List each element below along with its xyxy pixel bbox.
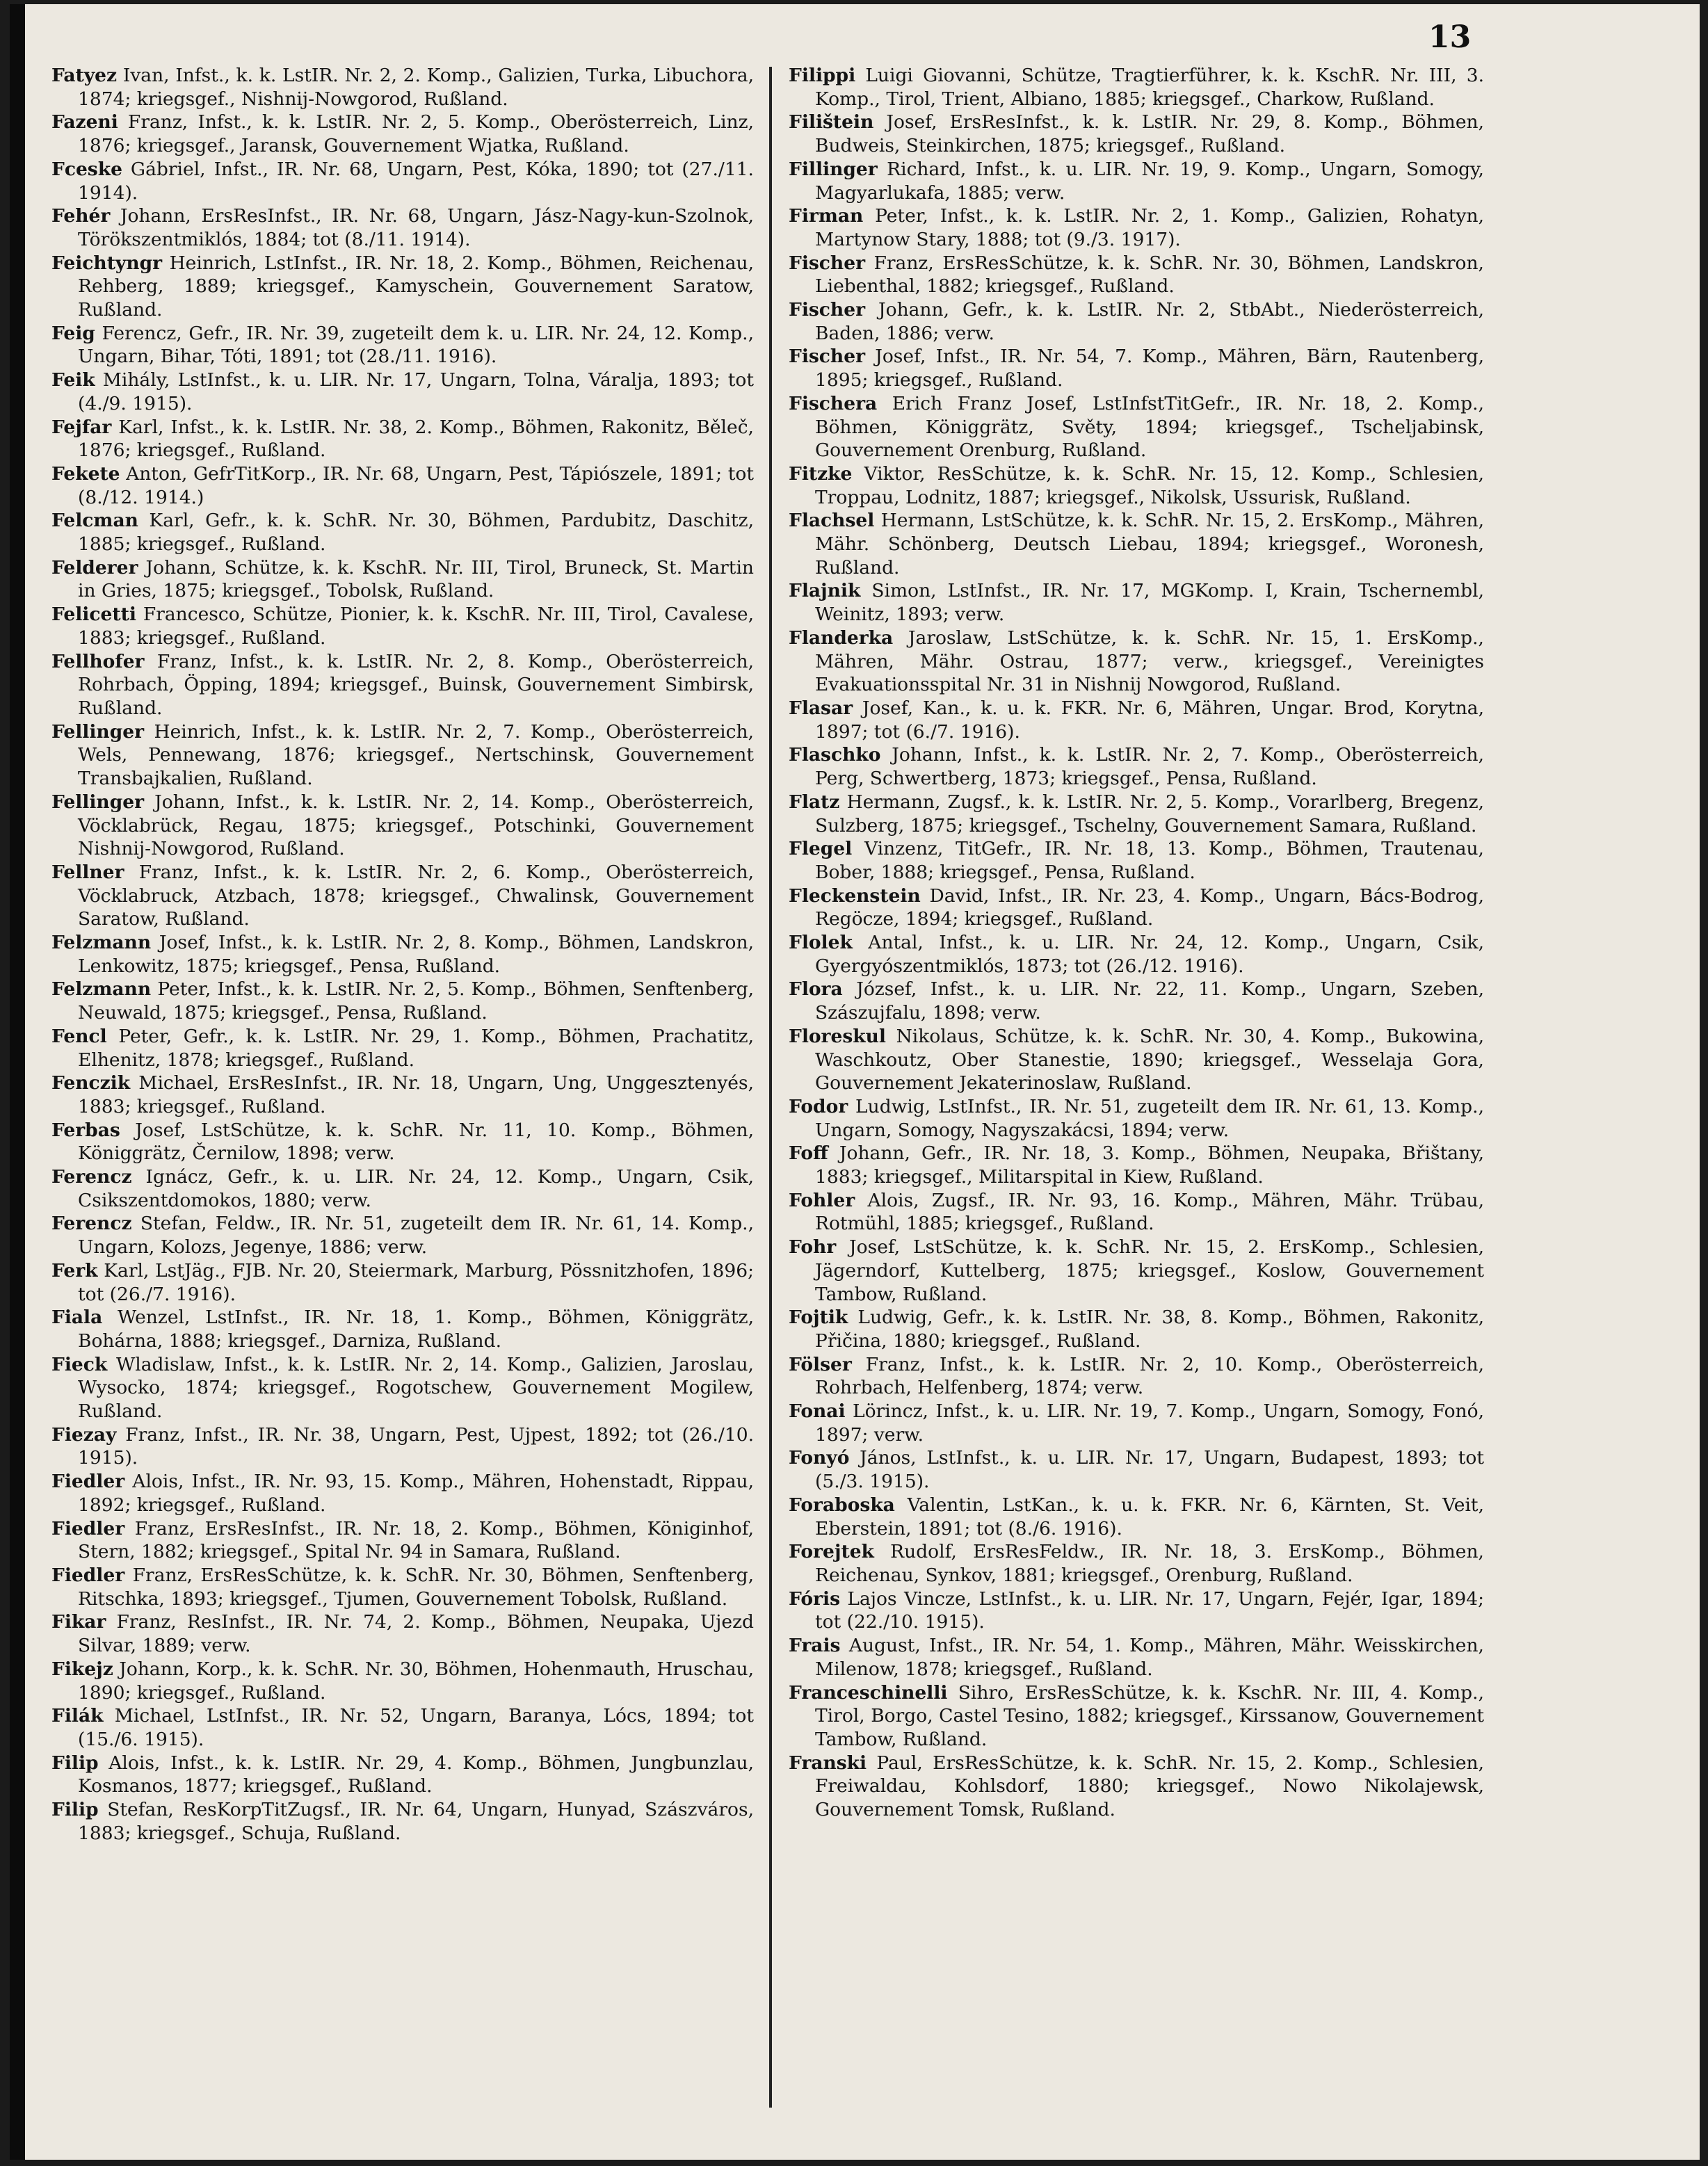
entry-details: Franz, Infst., k. k. LstIR. Nr. 2, 10. Komp., Oberösterreich, Rohrbach, Helfenberg, 1874; verw. xyxy=(815,1353,1484,1399)
register-entry xyxy=(789,392,1484,462)
entry-surname: Fazeni xyxy=(51,111,118,134)
register-entry xyxy=(789,111,1484,157)
entry-surname: Fencl xyxy=(51,1025,107,1047)
entry-details: Luigi Giovanni, Schütze, Tragtierführer, k. k. KschR. Nr. III, 3. Komp., Tirol, Trient, Albiano, 1885; kriegsgef., Charkow, Rußland. xyxy=(815,65,1484,110)
register-entry xyxy=(51,1798,754,1845)
entry-surname: Fölser xyxy=(789,1353,852,1375)
entry-surname: Flora xyxy=(789,978,843,1001)
register-entry xyxy=(51,322,754,369)
entry-surname: Fillinger xyxy=(789,158,878,180)
entry-surname: Fikejz xyxy=(51,1658,113,1680)
right-column xyxy=(789,64,1484,1822)
binding-edge xyxy=(10,4,25,2160)
entry-surname: Firman xyxy=(789,205,864,227)
entry-details: Johann, ErsResInfst., IR. Nr. 68, Ungarn, Jász-Nagy-kun-Szolnok, Törökszentmiklós, 1884; tot (8./11. 1914). xyxy=(78,205,754,250)
register-entry xyxy=(789,837,1484,884)
entry-surname: Flaschko xyxy=(789,744,881,766)
entry-surname: Felderer xyxy=(51,556,138,579)
entry-details: János, LstInfst., k. u. LIR. Nr. 17, Ungarn, Budapest, 1893; tot (5./3. 1915). xyxy=(815,1447,1484,1493)
register-entry xyxy=(51,1072,754,1118)
entry-surname: Flolek xyxy=(789,932,853,954)
register-entry xyxy=(789,1236,1484,1306)
entry-details: Michael, LstInfst., IR. Nr. 52, Ungarn, Baranya, Lócs, 1894; tot (15./6. 1915). xyxy=(78,1705,754,1750)
register-entry xyxy=(51,416,754,462)
entry-surname: Ferencz xyxy=(51,1213,132,1235)
entry-details: Johann, Korp., k. k. SchR. Nr. 30, Böhmen, Hohenmauth, Hruschau, 1890; kriegsgef., Rußland. xyxy=(78,1658,754,1704)
register-entry xyxy=(789,978,1484,1024)
register-entry xyxy=(51,978,754,1024)
entry-details: Jaroslaw, LstSchütze, k. k. SchR. Nr. 15, 1. ErsKomp., Mähren, Mähr. Ostrau, 1877; verw., kriegsgef., Vereinigtes Evakuationsspital Nr. 31 in Nishnij Nowgorod, Rußland. xyxy=(815,627,1484,696)
entry-details: Josef, ErsResInfst., k. k. LstIR. Nr. 29, 8. Komp., Böhmen, Budweis, Steinkirchen, 1875; kriegsgef., Rußland. xyxy=(815,111,1484,157)
register-entry xyxy=(51,462,754,509)
register-entry xyxy=(51,1353,754,1423)
entry-surname: Ferencz xyxy=(51,1166,132,1188)
entry-surname: Fiala xyxy=(51,1307,103,1329)
entry-surname: Fellner xyxy=(51,861,124,883)
register-entry xyxy=(51,1470,754,1517)
register-entry xyxy=(789,1025,1484,1095)
entry-details: Nikolaus, Schütze, k. k. SchR. Nr. 30, 4. Komp., Bukowina, Waschkoutz, Ober Stanestie, 1890; kriegsgef., Wesselaja Gora, Gouvernement Jekaterinoslaw, Rußland. xyxy=(815,1025,1484,1094)
entry-details: Josef, Infst., k. k. LstIR. Nr. 2, 8. Komp., Böhmen, Landskron, Lenkowitz, 1875; kriegsgef., Pensa, Rußland. xyxy=(78,932,754,977)
register-entry xyxy=(51,64,754,111)
entry-surname: Feig xyxy=(51,322,95,344)
entry-surname: Felzmann xyxy=(51,978,152,1001)
entry-surname: Fekete xyxy=(51,462,120,485)
entry-surname: Fóris xyxy=(789,1587,840,1610)
register-entry xyxy=(789,462,1484,509)
entry-details: Vinzenz, TitGefr., IR. Nr. 18, 13. Komp., Böhmen, Trautenau, Bober, 1888; kriegsgef., Pensa, Rußland. xyxy=(815,838,1484,883)
register-entry xyxy=(51,1752,754,1798)
entry-surname: Fellhofer xyxy=(51,650,145,672)
register-entry xyxy=(789,791,1484,837)
register-entry xyxy=(51,861,754,931)
entry-surname: Flasar xyxy=(789,697,853,719)
entry-details: Erich Franz Josef, LstInfstTitGefr., IR. Nr. 18, 2. Komp., Böhmen, Königgrätz, Světy, 1894; kriegsgef., Tscheljabinsk, Gouvernement Orenburg, Rußland. xyxy=(815,392,1484,462)
entry-details: Anton, GefrTitKorp., IR. Nr. 68, Ungarn, Pest, Tápiószele, 1891; tot (8./12. 1914.) xyxy=(78,462,754,508)
entry-details: Wenzel, LstInfst., IR. Nr. 18, 1. Komp., Böhmen, Königgrätz, Bohárna, 1888; kriegsgef., Darniza, Rußland. xyxy=(78,1307,754,1352)
entry-surname: Franceschinelli xyxy=(789,1681,948,1704)
entry-details: Francesco, Schütze, Pionier, k. k. KschR. Nr. III, Tirol, Cavalese, 1883; kriegsgef., Rußland. xyxy=(78,604,754,649)
entry-surname: Ferbas xyxy=(51,1119,120,1141)
entry-surname: Filippi xyxy=(789,65,856,86)
register-entry xyxy=(789,298,1484,345)
entry-details: Alois, Infst., k. k. LstIR. Nr. 29, 4. Komp., Böhmen, Jungbunzlau, Kosmanos, 1877; kriegsgef., Rußland. xyxy=(78,1752,754,1797)
register-entry xyxy=(51,1704,754,1751)
entry-details: Alois, Zugsf., IR. Nr. 93, 16. Komp., Mähren, Mähr. Trübau, Rotmühl, 1885; kriegsgef., Rußland. xyxy=(815,1189,1484,1235)
entry-surname: Feichtyngr xyxy=(51,252,163,274)
entry-details: Josef, LstSchütze, k. k. SchR. Nr. 11, 10. Komp., Böhmen, Königgrätz, Černilow, 1898; verw. xyxy=(78,1119,754,1165)
entry-surname: Felcman xyxy=(51,510,138,532)
entry-details: Johann, Infst., k. k. LstIR. Nr. 2, 7. Komp., Oberösterreich, Perg, Schwertberg, 1873; kriegsgef., Pensa, Rußland. xyxy=(815,744,1484,790)
entry-surname: Fonyó xyxy=(789,1447,850,1469)
register-entry xyxy=(51,158,754,204)
entry-details: Ferencz, Gefr., IR. Nr. 39, zugeteilt dem k. u. LIR. Nr. 24, 12. Komp., Ungarn, Bihar, Tóti, 1891; tot (28./11. 1916). xyxy=(78,322,754,368)
register-entry xyxy=(51,111,754,157)
entry-details: Josef, LstSchütze, k. k. SchR. Nr. 15, 2. ErsKomp., Schlesien, Jägerndorf, Kuttelberg, 1875; kriegsgef., Koslow, Gouvernement Tambow, Rußland. xyxy=(815,1236,1484,1305)
entry-surname: Franski xyxy=(789,1752,867,1774)
register-entry xyxy=(789,509,1484,579)
entry-details: Franz, ErsResInfst., IR. Nr. 18, 2. Komp., Böhmen, Königinhof, Stern, 1882; kriegsgef., Spital Nr. 94 in Samara, Rußland. xyxy=(78,1517,754,1563)
entry-details: Antal, Infst., k. u. LIR. Nr. 24, 12. Komp., Ungarn, Csik, Gyergyószentmiklós, 1873; tot (26./12. 1916). xyxy=(815,932,1484,977)
entry-surname: Filip xyxy=(51,1752,99,1774)
entry-details: Johann, Schütze, k. k. KschR. Nr. III, Tirol, Bruneck, St. Martin in Gries, 1875; kriegsgef., Tobolsk, Rußland. xyxy=(78,556,754,602)
entry-details: Paul, ErsResSchütze, k. k. SchR. Nr. 15, 2. Komp., Schlesien, Freiwaldau, Kohlsdorf, 1880; kriegsgef., Nowo Nikolajewsk, Gouvernement Tomsk, Rußland. xyxy=(815,1752,1484,1821)
register-entry xyxy=(51,1212,754,1259)
entry-details: Johann, Gefr., IR. Nr. 18, 3. Komp., Böhmen, Neupaka, Břištany, 1883; kriegsgef., Militarspital in Kiew, Rußland. xyxy=(815,1142,1484,1188)
entry-surname: Fehér xyxy=(51,205,111,227)
register-entry xyxy=(789,252,1484,298)
entry-details: Karl, Gefr., k. k. SchR. Nr. 30, Böhmen, Pardubitz, Daschitz, 1885; kriegsgef., Rußland. xyxy=(78,510,754,556)
entry-details: Peter, Infst., k. k. LstIR. Nr. 2, 1. Komp., Galizien, Rohatyn, Martynow Stary, 1888; tot (9./3. 1917). xyxy=(815,205,1484,250)
register-entry xyxy=(51,556,754,603)
page-number: 13 xyxy=(1428,19,1472,55)
entry-details: Peter, Gefr., k. k. LstIR. Nr. 29, 1. Komp., Böhmen, Prachatitz, Elhenitz, 1878; kriegsgef., Rußland. xyxy=(78,1025,754,1071)
left-column xyxy=(51,64,754,1845)
entry-surname: Foraboska xyxy=(789,1494,895,1516)
register-entry xyxy=(789,1494,1484,1540)
register-entry xyxy=(789,204,1484,251)
register-entry xyxy=(51,1423,754,1470)
register-entry xyxy=(789,627,1484,697)
entry-details: József, Infst., k. u. LIR. Nr. 22, 11. Komp., Ungarn, Szeben, Szászujfalu, 1898; verw. xyxy=(815,978,1484,1024)
entry-surname: Flanderka xyxy=(789,627,894,649)
entry-surname: Fiedler xyxy=(51,1517,125,1539)
entry-surname: Felzmann xyxy=(51,932,152,954)
entry-surname: Fceske xyxy=(51,158,122,180)
entry-surname: Fischer xyxy=(789,299,866,321)
entry-details: Franz, ResInfst., IR. Nr. 74, 2. Komp., Böhmen, Neupaka, Ujezd Silvar, 1889; verw. xyxy=(78,1611,754,1657)
register-entry xyxy=(789,1400,1484,1446)
entry-surname: Fonai xyxy=(789,1400,846,1423)
entry-details: Heinrich, LstInfst., IR. Nr. 18, 2. Komp., Böhmen, Reichenau, Rehberg, 1889; kriegsgef., Kamyschein, Gouvernement Saratow, Rußland. xyxy=(78,252,754,321)
entry-surname: Fischer xyxy=(789,252,866,274)
entry-surname: Fellinger xyxy=(51,720,145,743)
entry-details: Valentin, LstKan., k. u. k. FKR. Nr. 6, Kärnten, St. Veit, Eberstein, 1891; tot (8./6. 1916). xyxy=(815,1494,1484,1539)
entry-details: Alois, Infst., IR. Nr. 93, 15. Komp., Mähren, Hohenstadt, Rippau, 1892; kriegsgef., Rußland. xyxy=(78,1471,754,1516)
entry-surname: Fohler xyxy=(789,1189,855,1211)
register-entry xyxy=(789,1634,1484,1681)
register-entry xyxy=(789,1681,1484,1752)
entry-details: Franz, Infst., k. k. LstIR. Nr. 2, 8. Komp., Oberösterreich, Rohrbach, Öpping, 1894; kriegsgef., Buinsk, Gouvernement Simbirsk, Rußland. xyxy=(78,650,754,719)
entry-surname: Forejtek xyxy=(789,1541,874,1563)
entry-surname: Filák xyxy=(51,1705,104,1727)
register-entry xyxy=(789,931,1484,978)
register-entry xyxy=(789,1306,1484,1352)
register-entry xyxy=(789,884,1484,931)
entry-details: Franz, Infst., IR. Nr. 38, Ungarn, Pest, Ujpest, 1892; tot (26./10. 1915). xyxy=(78,1423,754,1469)
register-entry xyxy=(789,579,1484,626)
register-entry xyxy=(51,791,754,861)
entry-surname: Fatyez xyxy=(51,65,118,86)
entry-surname: Fikar xyxy=(51,1611,106,1633)
entry-details: Lajos Vincze, LstInfst., k. u. LIR. Nr. 17, Ungarn, Fejér, Igar, 1894; tot (22./10. 1915). xyxy=(815,1587,1484,1633)
entry-surname: Flachsel xyxy=(789,510,875,532)
register-entry xyxy=(51,603,754,649)
register-entry xyxy=(789,697,1484,743)
register-entry xyxy=(789,345,1484,391)
entry-details: Ivan, Infst., k. k. LstIR. Nr. 2, 2. Komp., Galizien, Turka, Libuchora, 1874; kriegsgef., Nishnij-Nowgorod, Rußland. xyxy=(78,65,754,110)
entry-surname: Ferk xyxy=(51,1259,98,1282)
entry-details: Karl, Infst., k. k. LstIR. Nr. 38, 2. Komp., Böhmen, Rakonitz, Běleč, 1876; kriegsgef., Rußland. xyxy=(78,416,754,462)
entry-surname: Fischer xyxy=(789,346,866,368)
register-entry xyxy=(789,743,1484,790)
register-entry xyxy=(789,1446,1484,1493)
entry-surname: Floreskul xyxy=(789,1025,886,1047)
entry-surname: Fejfar xyxy=(51,416,112,438)
entry-details: Heinrich, Infst., k. k. LstIR. Nr. 2, 7. Komp., Oberösterreich, Wels, Pennewang, 1876; kriegsgef., Nertschinsk, Gouvernement Transbajkalien, Rußland. xyxy=(78,720,754,790)
entry-surname: Feik xyxy=(51,369,95,391)
register-entry xyxy=(51,1259,754,1306)
entry-surname: Frais xyxy=(789,1635,841,1657)
register-entry xyxy=(51,931,754,978)
entry-details: Gábriel, Infst., IR. Nr. 68, Ungarn, Pest, Kóka, 1890; tot (27./11. 1914). xyxy=(78,158,754,204)
entry-details: Franz, ErsResSchütze, k. k. SchR. Nr. 30, Böhmen, Landskron, Liebenthal, 1882; kriegsgef., Rußland. xyxy=(815,252,1484,298)
entry-surname: Fellinger xyxy=(51,791,145,813)
entry-details: Stefan, ResKorpTitZugsf., IR. Nr. 64, Ungarn, Hunyad, Szászváros, 1883; kriegsgef., Schuja, Rußland. xyxy=(78,1799,754,1844)
column-divider xyxy=(769,67,772,2108)
entry-details: Josef, Kan., k. u. k. FKR. Nr. 6, Mähren, Ungar. Brod, Korytna, 1897; tot (6./7. 1916). xyxy=(815,697,1484,743)
register-entry xyxy=(51,509,754,556)
register-entry xyxy=(51,1165,754,1212)
entry-details: Karl, LstJäg., FJB. Nr. 20, Steiermark, Marburg, Pössnitzhofen, 1896; tot (26./7. 1916). xyxy=(78,1259,754,1305)
entry-surname: Fohr xyxy=(789,1236,837,1259)
entry-surname: Fiedler xyxy=(51,1565,125,1586)
entry-details: Hermann, LstSchütze, k. k. SchR. Nr. 15, 2. ErsKomp., Mähren, Mähr. Schönberg, Deutsch Liebau, 1894; kriegsgef., Woronesh, Rußland. xyxy=(815,510,1484,579)
entry-details: Josef, Infst., IR. Nr. 54, 7. Komp., Mähren, Bärn, Rautenberg, 1895; kriegsgef., Rußland. xyxy=(815,346,1484,391)
entry-details: Michael, ErsResInfst., IR. Nr. 18, Ungarn, Ung, Unggesztenyés, 1883; kriegsgef., Rußland. xyxy=(78,1072,754,1117)
entry-details: Richard, Infst., k. u. LIR. Nr. 19, 9. Komp., Ungarn, Somogy, Magyarlukafa, 1885; verw. xyxy=(815,158,1484,204)
entry-details: Sihro, ErsResSchütze, k. k. KschR. Nr. III, 4. Komp., Tirol, Borgo, Castel Tesino, 1882; kriegsgef., Kirssanow, Gouvernement Tambow, Rußland. xyxy=(815,1681,1484,1750)
entry-surname: Flegel xyxy=(789,838,853,860)
register-entry xyxy=(789,1752,1484,1822)
register-entry xyxy=(51,1119,754,1165)
entry-details: Franz, Infst., k. k. LstIR. Nr. 2, 6. Komp., Oberösterreich, Vöcklabruck, Atzbach, 1878; kriegsgef., Chwalinsk, Gouvernement Saratow, Rußland. xyxy=(78,861,754,930)
entry-details: Wladislaw, Infst., k. k. LstIR. Nr. 2, 14. Komp., Galizien, Jaroslau, Wysocko, 1874; kriegsgef., Rogotschew, Gouvernement Mogilew, Rußland. xyxy=(78,1353,754,1423)
register-entry xyxy=(789,1189,1484,1236)
register-entry xyxy=(51,1658,754,1704)
entry-details: Mihály, LstInfst., k. u. LIR. Nr. 17, Ungarn, Tolna, Váralja, 1893; tot (4./9. 1915). xyxy=(78,369,754,414)
entry-surname: Fischera xyxy=(789,392,878,414)
register-entry xyxy=(51,1517,754,1564)
register-entry xyxy=(789,1587,1484,1634)
entry-details: Ludwig, Gefr., k. k. LstIR. Nr. 38, 8. Komp., Böhmen, Rakonitz, Přičina, 1880; kriegsgef., Rußland. xyxy=(815,1307,1484,1352)
register-entry xyxy=(789,1095,1484,1142)
register-entry xyxy=(51,1564,754,1610)
entry-surname: Fleckenstein xyxy=(789,884,921,907)
entry-details: Rudolf, ErsResFeldw., IR. Nr. 18, 3. ErsKomp., Böhmen, Reichenau, Synkov, 1881; kriegsgef., Orenburg, Rußland. xyxy=(815,1541,1484,1586)
entry-details: Ludwig, LstInfst., IR. Nr. 51, zugeteilt dem IR. Nr. 61, 13. Komp., Ungarn, Somogy, Nagyszakácsi, 1894; verw. xyxy=(815,1095,1484,1141)
entry-surname: Fiezay xyxy=(51,1423,117,1446)
entry-details: Franz, Infst., k. k. LstIR. Nr. 2, 5. Komp., Oberösterreich, Linz, 1876; kriegsgef., Jaransk, Gouvernement Wjatka, Rußland. xyxy=(78,111,754,157)
entry-details: August, Infst., IR. Nr. 54, 1. Komp., Mähren, Mähr. Weisskirchen, Milenow, 1878; kriegsgef., Rußland. xyxy=(815,1635,1484,1680)
entry-surname: Fieck xyxy=(51,1353,108,1375)
entry-surname: Fitzke xyxy=(789,462,853,485)
entry-surname: Fiedler xyxy=(51,1471,125,1493)
entry-details: Simon, LstInfst., IR. Nr. 17, MGKomp. I, Krain, Tschernembl, Weinitz, 1893; verw. xyxy=(815,580,1484,626)
entry-details: Stefan, Feldw., IR. Nr. 51, zugeteilt dem IR. Nr. 61, 14. Komp., Ungarn, Kolozs, Jegenye, 1886; verw. xyxy=(78,1213,754,1259)
entry-details: Peter, Infst., k. k. LstIR. Nr. 2, 5. Komp., Böhmen, Senftenberg, Neuwald, 1875; kriegsgef., Pensa, Rußland. xyxy=(78,978,754,1024)
register-entry xyxy=(789,64,1484,111)
entry-surname: Fenczik xyxy=(51,1072,131,1094)
register-entry xyxy=(51,1025,754,1072)
register-entry xyxy=(51,1306,754,1352)
entry-surname: Fodor xyxy=(789,1095,848,1117)
register-entry xyxy=(51,369,754,415)
entry-details: Johann, Gefr., k. k. LstIR. Nr. 2, StbAbt., Niederösterreich, Baden, 1886; verw. xyxy=(815,299,1484,344)
register-entry xyxy=(51,650,754,720)
register-entry xyxy=(51,720,754,791)
register-entry xyxy=(789,1142,1484,1188)
page-sheet xyxy=(10,4,1700,2160)
entry-details: Lörincz, Infst., k. u. LIR. Nr. 19, 7. Komp., Ungarn, Somogy, Fonó, 1897; verw. xyxy=(815,1400,1484,1446)
entry-details: Viktor, ResSchütze, k. k. SchR. Nr. 15, 12. Komp., Schlesien, Troppau, Lodnitz, 1887; kriegsgef., Nikolsk, Ussurisk, Rußland. xyxy=(815,462,1484,508)
entry-surname: Foff xyxy=(789,1142,828,1165)
register-entry xyxy=(51,252,754,322)
entry-surname: Felicetti xyxy=(51,604,136,626)
entry-surname: Filištein xyxy=(789,111,874,134)
register-entry xyxy=(51,1610,754,1657)
entry-surname: Flatz xyxy=(789,791,840,813)
entry-details: Franz, ErsResSchütze, k. k. SchR. Nr. 30, Böhmen, Senftenberg, Ritschka, 1893; kriegsgef., Tjumen, Gouvernement Tobolsk, Rußland. xyxy=(78,1565,754,1610)
entry-details: Johann, Infst., k. k. LstIR. Nr. 2, 14. Komp., Oberösterreich, Vöcklabrück, Regau, 1875; kriegsgef., Potschinki, Gouvernement Nishnij-Nowgorod, Rußland. xyxy=(78,791,754,860)
entry-surname: Fojtik xyxy=(789,1307,848,1329)
register-entry xyxy=(789,158,1484,204)
register-entry xyxy=(789,1353,1484,1400)
entry-details: Hermann, Zugsf., k. k. LstIR. Nr. 2, 5. Komp., Vorarlberg, Bregenz, Sulzberg, 1875; kriegsgef., Tschelny, Gouvernement Samara, Rußland. xyxy=(815,791,1484,837)
entry-surname: Flajnik xyxy=(789,580,861,602)
register-entry xyxy=(789,1540,1484,1587)
entry-surname: Filip xyxy=(51,1799,99,1821)
entry-details: Ignácz, Gefr., k. u. LIR. Nr. 24, 12. Komp., Ungarn, Csik, Csikszentdomokos, 1880; verw. xyxy=(78,1166,754,1211)
entry-details: David, Infst., IR. Nr. 23, 4. Komp., Ungarn, Bács-Bodrog, Regöcze, 1894; kriegsgef., Rußland. xyxy=(815,884,1484,930)
register-entry xyxy=(51,204,754,251)
